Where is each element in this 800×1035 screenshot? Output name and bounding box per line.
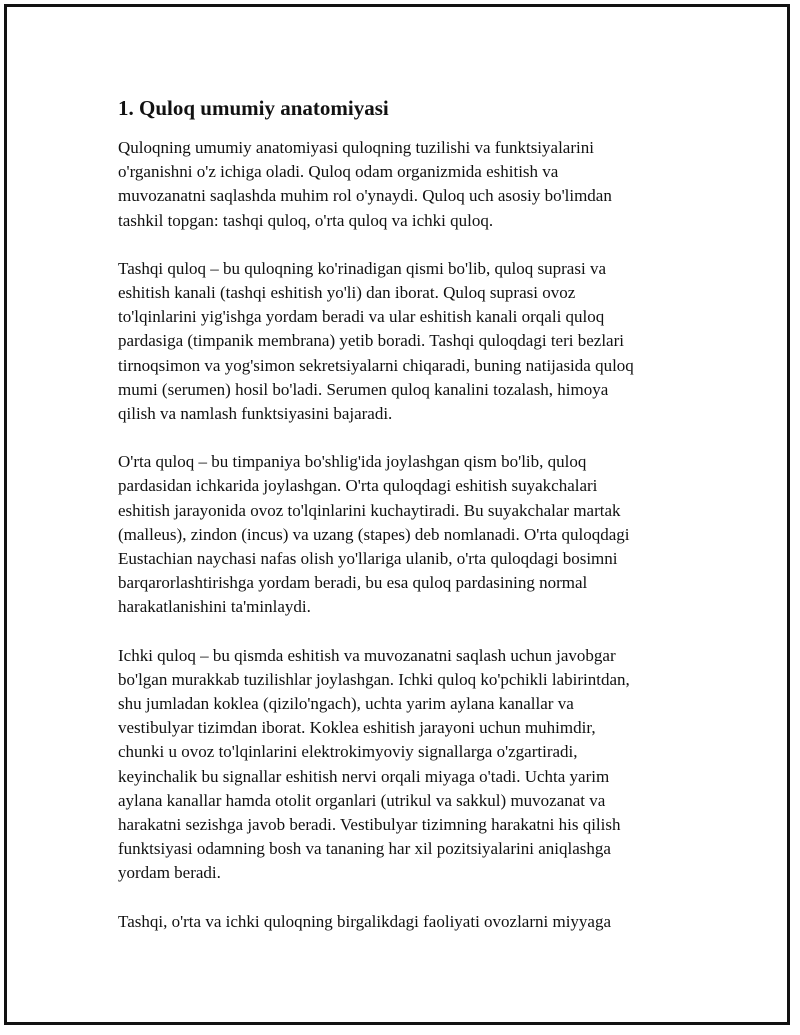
paragraph-line: pardasiga (timpanik membrana) yetib boradi. Tashqi quloqdagi teri bezlari [118, 331, 624, 351]
paragraph-line: harakatlanishini ta'minlaydi. [118, 597, 311, 617]
section-heading: 1. Quloq umumiy anatomiyasi [118, 96, 389, 120]
paragraph-line: harakatni sezishga javob beradi. Vestibulyar tizimning harakatni his qilish [118, 815, 621, 835]
paragraph-line: vestibulyar tizimdan iborat. Koklea eshitish jarayoni uchun muhimdir, [118, 718, 596, 738]
paragraph-line: bo'lgan murakkab tuzilishlar joylashgan. Ichki quloq ko'pchikli labirintdan, [118, 669, 630, 689]
paragraph-line: shu jumladan koklea (qizilo'ngach), uchta yarim aylana kanallar va [118, 694, 574, 714]
paragraph [118, 257, 698, 426]
paragraph [118, 450, 698, 619]
paragraph-line: tashkil topgan: tashqi quloq, o'rta quloq va ichki quloq. [118, 210, 494, 230]
paragraph-line: Ichki quloq – bu qismda eshitish va muvozanatni saqlash uchun javobgar [118, 645, 616, 665]
paragraph-line: Quloqning umumiy anatomiyasi quloqning tuzilishi va funktsiyalarini [118, 138, 594, 157]
paragraph-line: eshitish jarayonida ovoz to'lqinlarini kuchaytiradi. Bu suyakchalar martak [118, 500, 621, 520]
paragraph-line: to'lqinlarini yig'ishga yordam beradi va ular eshitish kanali orqali quloq [118, 307, 605, 327]
paragraph-line: keyinchalik bu signallar eshitish nervi orqali miyaga o'tadi. Uchta yarim [118, 766, 610, 786]
paragraph-line: mumi (serumen) hosil bo'ladi. Serumen quloq kanalini tozalash, himoya [118, 379, 609, 399]
paragraph-line: Tashqi, o'rta va ichki quloqning birgalikdagi faoliyati ovozlarni miyyaga [118, 911, 612, 931]
paragraph-line: barqarorlashtirishga yordam beradi, bu esa quloq pardasining normal [118, 573, 588, 593]
paragraph-line: o'rganishni o'z ichiga oladi. Quloq odam organizmida eshitish va [118, 162, 559, 182]
paragraph-line: yordam beradi. [118, 863, 221, 883]
paragraph-list [118, 136, 698, 934]
paragraph-line: funktsiyasi odamning bosh va tananing har xil pozitsiyalarini aniqlashga [118, 839, 611, 859]
paragraph [118, 644, 698, 886]
paragraph-line: muvozanatni saqlashda muhim rol o'ynaydi. Quloq uch asosiy bo'limdan [118, 186, 612, 206]
paragraph-line: eshitish kanali (tashqi eshitish yo'li) dan iborat. Quloq suprasi ovoz [118, 283, 576, 303]
paragraph-line: (malleus), zindon (incus) va uzang (stapes) deb nomlanadi. O'rta quloqdagi [118, 524, 630, 544]
paragraph-line: O'rta quloq – bu timpaniya bo'shlig'ida joylashgan qism bo'lib, quloq [118, 452, 587, 472]
paragraph-line: tirnoqsimon va yog'simon sekretsiyalarni chiqaradi, buning natijasida quloq [118, 355, 634, 375]
paragraph-line: aylana kanallar hamda otolit organlari (utrikul va sakkul) muvozanat va [118, 790, 606, 810]
paragraph [118, 910, 698, 934]
paragraph-line: pardasidan ichkarida joylashgan. O'rta quloqdagi eshitish suyakchalari [118, 476, 598, 496]
paragraph-line: Eustachian naychasi nafas olish yo'llariga ulanib, o'rta quloqdagi bosimni [118, 549, 618, 569]
paragraph [118, 136, 698, 233]
paragraph-line: qilish va namlash funktsiyasini bajaradi. [118, 404, 393, 424]
paragraph-line: Tashqi quloq – bu quloqning ko'rinadigan qismi bo'lib, quloq suprasi va [118, 258, 606, 278]
document-body [118, 94, 698, 958]
paragraph-line: chunki u ovoz to'lqinlarini elektrokimyoviy signallarga o'zgartiradi, [118, 742, 578, 762]
